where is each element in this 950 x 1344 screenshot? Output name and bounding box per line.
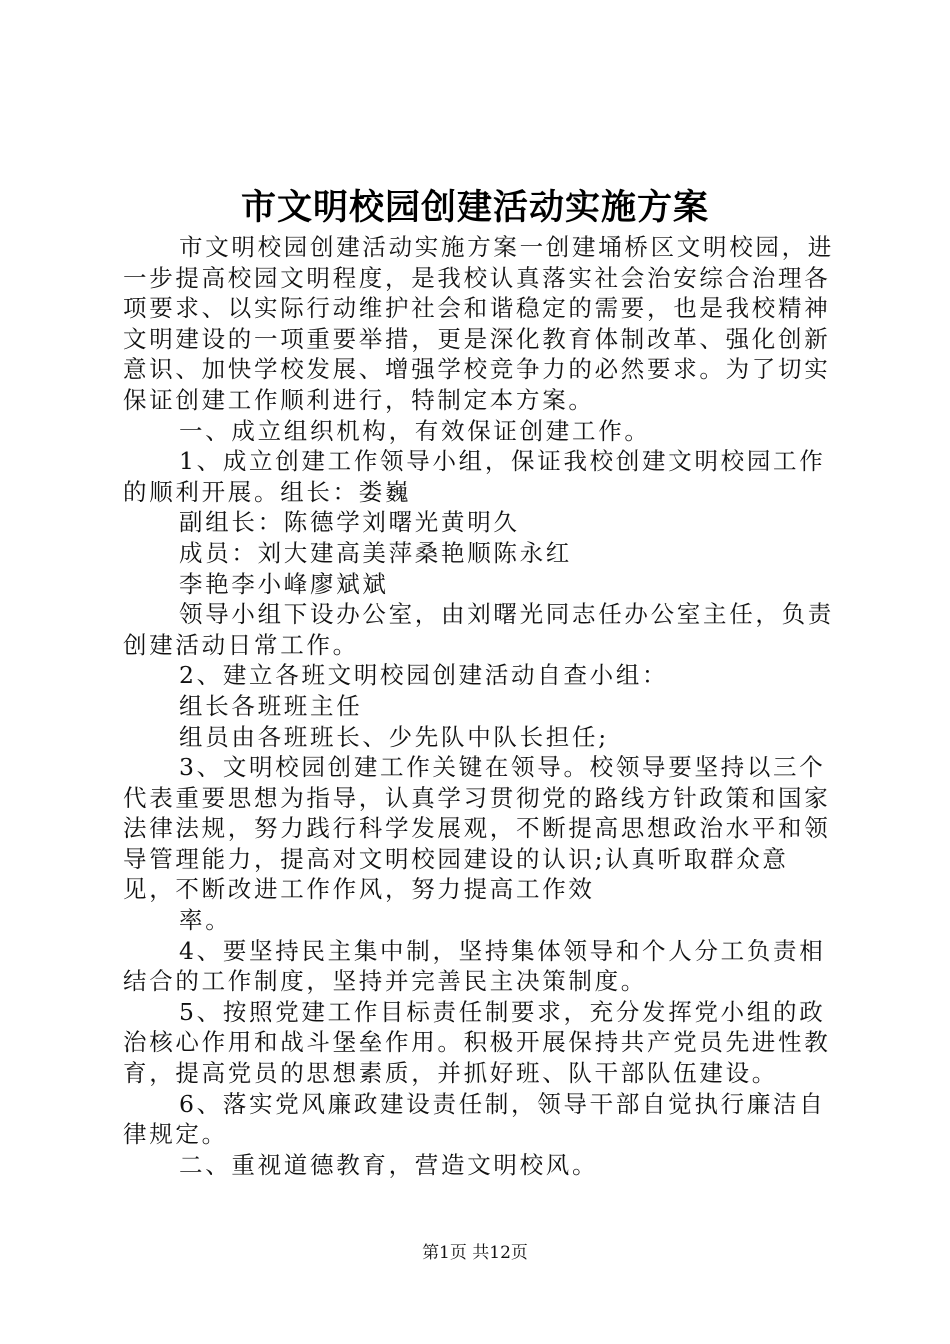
- paragraph-item-3-end: 率。: [179, 906, 232, 935]
- paragraph-item-3: 3、文明校园创建工作关键在领导。校领导要坚持以三个代表重要思想为指导，认真学习贯彻党的路线方针政策和国家法律法规，努力践行科学发展观，不断提高思想政治水平和领导管理能力，提高对文明校园建设的认识;认真听取群众意见，不断改进工作作风，努力提高工作效: [123, 753, 831, 904]
- document-title: 市文明校园创建活动实施方案: [240, 188, 709, 228]
- paragraph-item-2: 2、建立各班文明校园创建活动自查小组：: [179, 661, 669, 690]
- paragraph-members-continued: 李艳李小峰廖斌斌: [179, 569, 389, 598]
- paragraph-section-2-heading: 二、重视道德教育，营造文明校风。: [179, 1150, 599, 1179]
- paragraph-group-leader: 组长各班班主任: [179, 691, 363, 720]
- paragraph-item-5: 5、按照党建工作目标责任制要求，充分发挥党小组的政治核心作用和战斗堡垒作用。积极开展保持共产党员先进性教育，提高党员的思想素质，并抓好班、队干部队伍建设。: [123, 997, 831, 1088]
- paragraph-item-4: 4、要坚持民主集中制，坚持集体领导和个人分工负责相结合的工作制度，坚持并完善民主决策制度。: [123, 936, 826, 996]
- document-body: [123, 232, 835, 1180]
- paragraph-intro: 市文明校园创建活动实施方案一创建埇桥区文明校园，进一步提高校园文明程度，是我校认真落实社会治安综合治理各项要求、以实际行动维护社会和谐稳定的需要，也是我校精神文明建设的一项重要举措，更是深化教育体制改革、强化创新意识、加快学校发展、增强学校竞争力的必然要求。为了切实保证创建工作顺利进行，特制定本方案。: [123, 233, 834, 414]
- page-number: 第1页: [422, 1243, 467, 1263]
- paragraph-item-6: 6、落实党风廉政建设责任制，领导干部自觉执行廉洁自律规定。: [123, 1089, 826, 1149]
- paragraph-office: 领导小组下设办公室，由刘曙光同志任办公室主任，负责创建活动日常工作。: [123, 600, 834, 659]
- page-footer: [0, 1241, 950, 1265]
- paragraph-members: 成员：刘大建高美萍桑艳顺陈永红: [179, 538, 572, 567]
- paragraph-item-1: 1、成立创建工作领导小组，保证我校创建文明校园工作的顺利开展。组长：娄巍: [123, 447, 826, 506]
- paragraph-deputy-leaders: 副组长：陈德学刘曙光黄明久: [179, 508, 520, 537]
- page-total: 共12页: [472, 1243, 528, 1263]
- paragraph-section-1-heading: 一、成立组织机构，有效保证创建工作。: [179, 416, 651, 445]
- paragraph-group-members: 组员由各班班长、少先队中队长担任;: [179, 722, 609, 751]
